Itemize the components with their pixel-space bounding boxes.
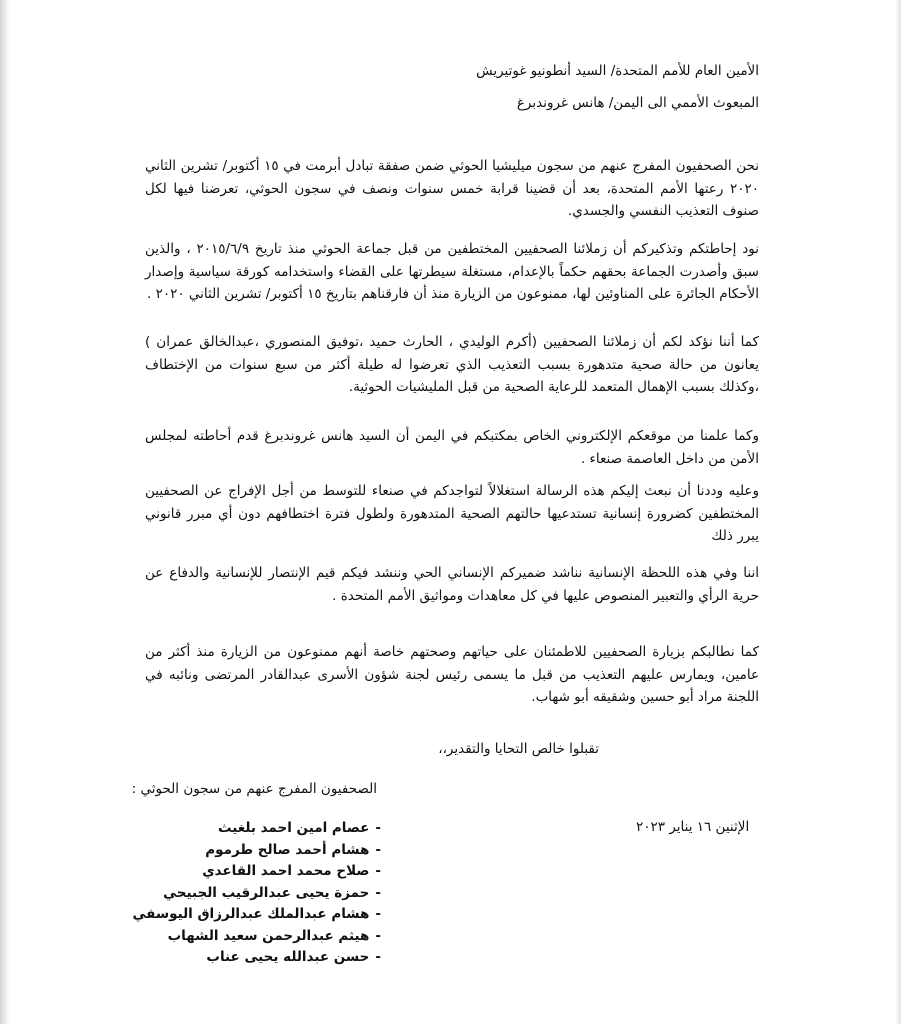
signatory-name-text: هشام أحمد صالح طرموم — [205, 841, 370, 858]
signatory-name — [132, 840, 381, 862]
list-dash: - — [375, 884, 381, 901]
recipient-secretary-general: الأمين العام للأمم المتحدة/ السيد أنطونيو غوتيريش — [476, 63, 759, 79]
letter-date: الإثنين ١٦ يناير ٢٠٢٣ — [636, 819, 750, 835]
signatory-name-text: هيثم عبدالرحمن سعيد الشهاب — [167, 927, 370, 944]
signatory-name-text: صلاح محمد احمد القاعدي — [202, 863, 370, 879]
signatory-name — [132, 818, 381, 840]
signatory-name — [132, 883, 381, 905]
closing-line: تقبلوا خالص التحايا والتقدير،، — [438, 741, 599, 757]
list-dash: - — [375, 927, 381, 944]
signatory-name — [132, 904, 381, 926]
paragraph-intro: نحن الصحفيون المفرج عنهم من سجون ميليشيا الحوثي ضمن صفقة تبادل أبرمت في ١٥ أكتوبر/ تشرين الثاني ٢٠٢٠ رعتها الأمم المتحدة، بعد أن قضينا قرابة خمس سنوات ونصف في سجون الحوثي، تعرضنا فيها لكل صنوف التعذيب النفسي والجسدي. — [145, 158, 759, 219]
paragraph-health: كما أننا نؤكد لكم أن زملائنا الصحفيين (أكرم الوليدي ، الحارث حميد ،توفيق المنصوري ،عبدالخالق عمران ) يعانون من حالة صحية متدهورة بسبب التعذيب الذي تعرضوا له طيلة أكثر من سبع سنوات من الإختطاف ،وكذلك بسبب الإهمال المتعمد للرعاية الصحية من قبل المليشيات الحوثية. — [145, 334, 759, 395]
list-dash: - — [375, 863, 381, 879]
signatory-name-text: عصام امين احمد بلغيث — [217, 820, 370, 836]
list-dash: - — [375, 949, 381, 965]
list-dash: - — [375, 820, 381, 836]
recipient-special-envoy: المبعوث الأممي الى اليمن/ هانس غروندبرغ — [516, 95, 759, 111]
paragraph-appeal: اننا وفي هذه اللحظة الإنسانية نناشد ضميركم الإنساني الحي وننشد فيكم قيم الإنتصار للإنسانية والدفاع عن حرية الرأي والتعبير المنصوص عليها في كل معاهدات ومواثيق الأمم المتحدة . — [145, 565, 759, 604]
paragraph-reminder: نود إحاطتكم وتذكيركم أن زملائنا الصحفيين المختطفين من قبل جماعة الحوثي منذ تاريخ ٢٠١٥/٦/٩ ، والذين سبق وأصدرت الجماعة بحقهم حكماً بالإعدام، مستغلة سيطرتها على القضاء واستخدامه كورقة سياسية وإصدار الأحكام الجائرة على المناوئين لها، ممنوعون من الزيارة منذ أن فارقناهم بتاريخ ١٥ أكتوبر/ تشرين الثاني ٢٠٢٠ . — [145, 241, 759, 302]
signatory-name-text: حسن عبدالله يحيى عناب — [206, 949, 370, 965]
paragraph-request: وعليه وددنا أن نبعث إليكم هذه الرسالة استغلالاً لتواجدكم في صنعاء للتوسط من أجل الإفراج عن الصحفيين المختطفين كضرورة إنسانية تستدعيها حالتهم الصحية المتدهورة ولطول فترة اختطافهم دون أي مبرر قانوني يبرر ذلك — [145, 483, 759, 544]
signatories-list — [132, 818, 381, 969]
signatory-name-text: هشام عبدالملك عبدالرزاق اليوسفي — [132, 906, 370, 922]
paragraph-briefing: وكما علمنا من موقعكم الإلكتروني الخاص بمكتبكم في اليمن أن السيد هانس غروندبرغ قدم أحاطته لمجلس الأمن من داخل العاصمة صنعاء . — [145, 428, 759, 467]
signatory-name — [132, 947, 381, 969]
paragraph-demand: كما نطالبكم بزيارة الصحفيين للاطمئنان على حياتهم وصحتهم خاصة أنهم ممنوعون من الزيارة منذ أكثر من عامين، ويمارس عليهم التعذيب من قبل ما يسمى رئيس لجنة شؤون الأسرى عبدالقادر المرتضى ونائبه في اللجنة مراد أبو حسين وشقيقه أبو شهاب. — [145, 644, 759, 705]
signatory-name-text: حمزة يحيى عبدالرقيب الجبيحي — [163, 884, 370, 901]
signatory-name — [132, 861, 381, 883]
signatories-title: الصحفيون المفرج عنهم من سجون الحوثي : — [131, 781, 377, 797]
list-dash: - — [375, 841, 381, 858]
signatory-name — [132, 926, 381, 948]
list-dash: - — [375, 906, 381, 922]
